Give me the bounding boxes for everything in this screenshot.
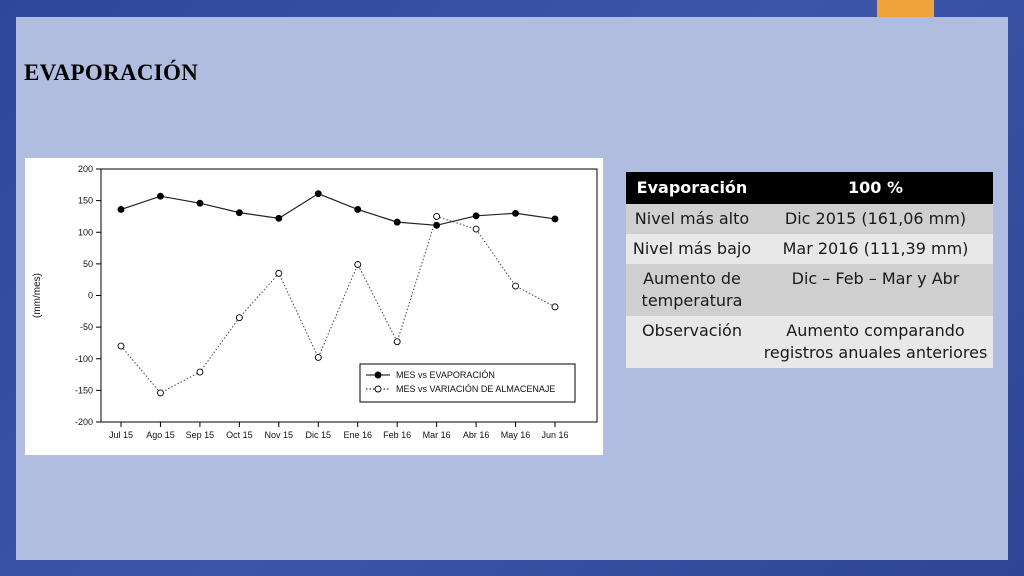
table-row <box>626 204 993 234</box>
evaporation-table <box>626 172 993 368</box>
series-point <box>355 206 361 212</box>
table-cell: Observación <box>626 316 758 368</box>
table-cell: Nivel más alto <box>626 204 758 234</box>
x-tick-label: Dic 15 <box>305 430 332 440</box>
x-tick-label: Ago 15 <box>146 430 175 440</box>
legend-marker <box>375 386 381 392</box>
series-point <box>355 262 361 268</box>
y-tick-label: 100 <box>77 227 93 238</box>
series-point <box>118 206 124 212</box>
series-line <box>121 194 555 226</box>
series-point <box>197 200 203 206</box>
x-tick-label: Jul 15 <box>108 430 134 440</box>
chart <box>25 158 603 455</box>
x-tick-label: Mar 16 <box>422 430 451 440</box>
series-point <box>276 270 282 276</box>
table-cell: Dic 2015 (161,06 mm) <box>758 204 993 234</box>
table-cell: Mar 2016 (111,39 mm) <box>758 234 993 264</box>
chart-svg <box>25 158 603 455</box>
y-tick-label: -50 <box>79 322 93 333</box>
y-tick-label: -200 <box>74 417 93 427</box>
x-tick-label: Feb 16 <box>383 430 412 440</box>
y-tick-label: 0 <box>87 290 93 301</box>
y-tick-label: 200 <box>77 164 93 174</box>
x-tick-label: Sep 15 <box>185 430 215 440</box>
series-point <box>513 210 519 216</box>
y-tick-label: -100 <box>74 353 93 364</box>
x-tick-label: Jun 16 <box>541 430 569 440</box>
series-point <box>315 191 321 197</box>
series-point <box>473 213 479 219</box>
x-tick-label: Ene 16 <box>343 430 372 440</box>
table-cell: Nivel más bajo <box>626 234 758 264</box>
legend-label: MES vs EVAPORACIÓN <box>396 370 495 380</box>
table-cell: Aumento comparando registros anuales anteriores <box>758 316 993 368</box>
x-tick-label: Nov 15 <box>264 430 294 440</box>
series-point <box>157 390 163 396</box>
table-header-cell: Evaporación <box>626 172 758 204</box>
legend-label: MES vs VARIACIÓN DE ALMACENAJE <box>396 384 556 394</box>
x-tick-label: Abr 16 <box>462 430 490 440</box>
series-point <box>552 304 558 310</box>
series-point <box>513 283 519 289</box>
table-cell: Dic – Feb – Mar y Abr <box>758 264 993 316</box>
table-row <box>626 264 993 316</box>
series-point <box>552 216 558 222</box>
accent-tab <box>877 0 934 17</box>
series-point <box>197 369 203 375</box>
y-tick-label: 50 <box>82 258 93 269</box>
series-point <box>434 213 440 219</box>
series-point <box>118 343 124 349</box>
table-cell: Aumento de temperatura <box>626 264 758 316</box>
slide-title: EVAPORACIÓN <box>24 60 199 85</box>
series-point <box>473 226 479 232</box>
y-tick-label: -150 <box>74 385 93 396</box>
x-tick-label: May 16 <box>500 430 531 440</box>
series-point <box>394 219 400 225</box>
y-axis-label: (mm/mes) <box>32 273 43 318</box>
series-point <box>394 339 400 345</box>
legend-marker <box>375 372 381 378</box>
x-tick-label: Oct 15 <box>226 430 253 440</box>
series-point <box>236 210 242 216</box>
series-point <box>236 315 242 321</box>
table-row <box>626 234 993 264</box>
y-tick-label: 150 <box>77 195 93 206</box>
table-header-cell: 100 % <box>758 172 993 204</box>
series-point <box>157 193 163 199</box>
table-header-row <box>626 172 993 204</box>
series-point <box>315 354 321 360</box>
table-row <box>626 316 993 368</box>
series-point <box>276 215 282 221</box>
